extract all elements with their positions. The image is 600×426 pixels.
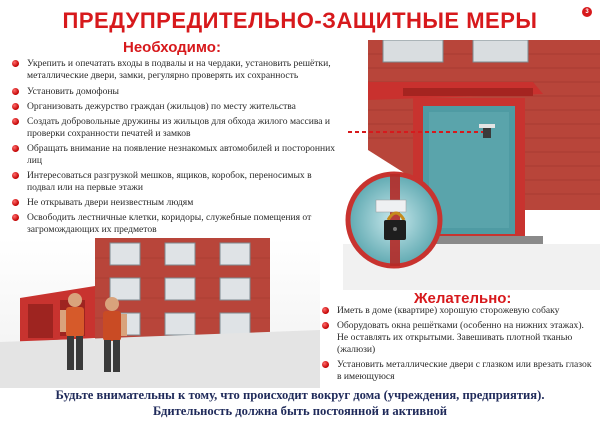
list-item	[12, 58, 342, 82]
desired-list	[322, 305, 594, 386]
list-item	[12, 212, 342, 236]
list-item	[322, 305, 594, 317]
footer-line-2: Бдительность должна быть постоянной и активной	[152, 404, 448, 418]
bullet-icon	[12, 214, 19, 221]
list-item	[12, 143, 342, 167]
list-item	[12, 116, 342, 140]
list-item-text: Укрепить и опечатать входы в подвалы и на чердаки, установить решётки, металлические двери, замки, регулярно проверять их сохранность	[27, 58, 331, 81]
footer-line-1: Будьте внимательны к тому, что происходит вокруг дома (учреждения, предприятия).	[55, 388, 545, 402]
bullet-icon	[12, 60, 19, 67]
list-item	[12, 170, 342, 194]
list-item-text: Освободить лестничные клетки, коридоры, служебные помещения от загромождающих их предметов	[27, 212, 312, 235]
bullet-icon	[12, 88, 19, 95]
needed-heading: Необходимо:	[123, 39, 221, 56]
list-item	[322, 320, 594, 356]
list-item	[12, 86, 342, 98]
lock-detail-illustration	[344, 170, 444, 270]
bullet-icon	[12, 118, 19, 125]
bullet-icon	[322, 361, 329, 368]
street-scene-illustration	[0, 238, 320, 388]
list-item-text: Оборудовать окна решётками (особенно на нижних этажах). Не оставлять их открытыми. Завешивать плотной тканью (жалюзи)	[337, 320, 584, 355]
list-item-text: Установить металлические двери с глазком или врезать глазок в имеющуюся	[337, 359, 592, 382]
list-item	[322, 359, 594, 383]
bullet-icon	[12, 145, 19, 152]
list-item	[12, 197, 342, 209]
bullet-icon	[12, 103, 19, 110]
list-item-text: Создать добровольные дружины из жильцов для обхода жилого массива и проверки сохранности печатей и замков	[27, 116, 331, 139]
bullet-icon	[12, 199, 19, 206]
bullet-icon	[12, 172, 19, 179]
page-title: ПРЕДУПРЕДИТЕЛЬНО-ЗАЩИТНЫЕ МЕРЫ	[62, 8, 538, 33]
list-item-text: Не открывать двери неизвестным людям	[27, 197, 194, 208]
list-item-text: Установить домофоны	[27, 86, 119, 97]
bullet-icon	[322, 322, 329, 329]
page-number-badge: 3	[582, 7, 592, 17]
list-item-text: Обращать внимание на появление незнакомых автомобилей и посторонних лиц	[27, 143, 336, 166]
list-item-text: Иметь в доме (квартире) хорошую сторожевую собаку	[337, 305, 560, 316]
list-item	[12, 101, 342, 113]
list-item-text: Организовать дежурство граждан (жильцов) по месту жительства	[27, 101, 296, 112]
bullet-icon	[322, 307, 329, 314]
desired-heading: Желательно:	[414, 290, 512, 307]
needed-list	[12, 58, 342, 239]
list-item-text: Интересоваться разгрузкой мешков, ящиков, коробок, переносимых в подвал или на первые этажи	[27, 170, 312, 193]
footer-warning	[0, 387, 600, 419]
